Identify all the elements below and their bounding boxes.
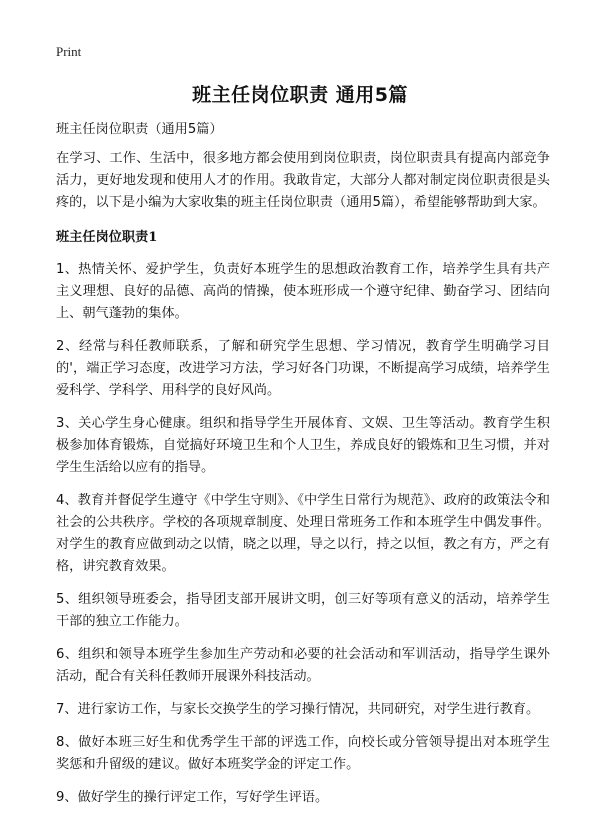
document-content (56, 119, 550, 820)
duty-item: 8、做好本班三好生和优秀学生干部的评选工作，向校长或分管领导提出对本班学生奖惩和升留级的建议。做好本班奖学金的评定工作。 (56, 735, 550, 772)
document-title: 班主任岗位职责 通用5篇 (192, 84, 408, 106)
duty-item: 3、关心学生身心健康。组织和指导学生开展体育、文娱、卫生等活动。教育学生积极参加体育锻炼，自觉搞好环境卫生和个人卫生，养成良好的锻炼和卫生习惯，并对学生生活给以应有的指导。 (56, 416, 550, 475)
section-heading: 班主任岗位职责1 (56, 230, 158, 245)
duty-list (56, 259, 550, 809)
print-label: Print (56, 44, 82, 59)
duty-item: 6、组织和领导本班学生参加生产劳动和必要的社会活动和军训活动，指导学生课外活动，配合有关科任教师开展课外科技活动。 (56, 647, 550, 684)
document-subtitle: 班主任岗位职责（通用5篇） (56, 122, 223, 137)
duty-item: 7、进行家访工作，与家长交换学生的学习操行情况，共同研究，对学生进行教育。 (56, 702, 540, 717)
duty-item: 2、经常与科任教师联系，了解和研究学生思想、学习情况，教育学生明确学习目的'，端正学习态度，改进学习方法，学习好各门功课，不断提高学习成绩，培养学生爱科学、学科学、用科学的良好风尚。 (56, 339, 550, 398)
duty-item: 4、教育并督促学生遵守《中学生守则》、《中学生日常行为规范》、政府的政策法令和社会的公共秩序。学校的各项规章制度、处理日常班务工作和本班学生中偶发事件。对学生的教育应做到动之以情，晓之以理，导之以行，持之以恒，教之有方，严之有格，讲究教育效果。 (56, 493, 550, 574)
duty-item: 1、热情关怀、爱护学生，负责好本班学生的思想政治教育工作，培养学生具有共产主义理想、良好的品德、高尚的情操，使本班形成一个遵守纪律、勤奋学习、团结向上、朝气蓬勃的集体。 (56, 262, 550, 321)
intro-paragraph: 在学习、工作、生活中，很多地方都会使用到岗位职责，岗位职责具有提高内部竞争活力，更好地发现和使用人才的作用。我敢肯定，大部分人都对制定岗位职责很是头疼的，以下是小编为大家收集的班主任岗位职责（通用5篇），希望能够帮助到大家。 (56, 151, 550, 210)
duty-item: 5、组织领导班委会，指导团支部开展讲文明，创三好等项有意义的活动，培养学生干部的独立工作能力。 (56, 592, 550, 629)
duty-item: 9、做好学生的操行评定工作，写好学生评语。 (56, 790, 329, 805)
